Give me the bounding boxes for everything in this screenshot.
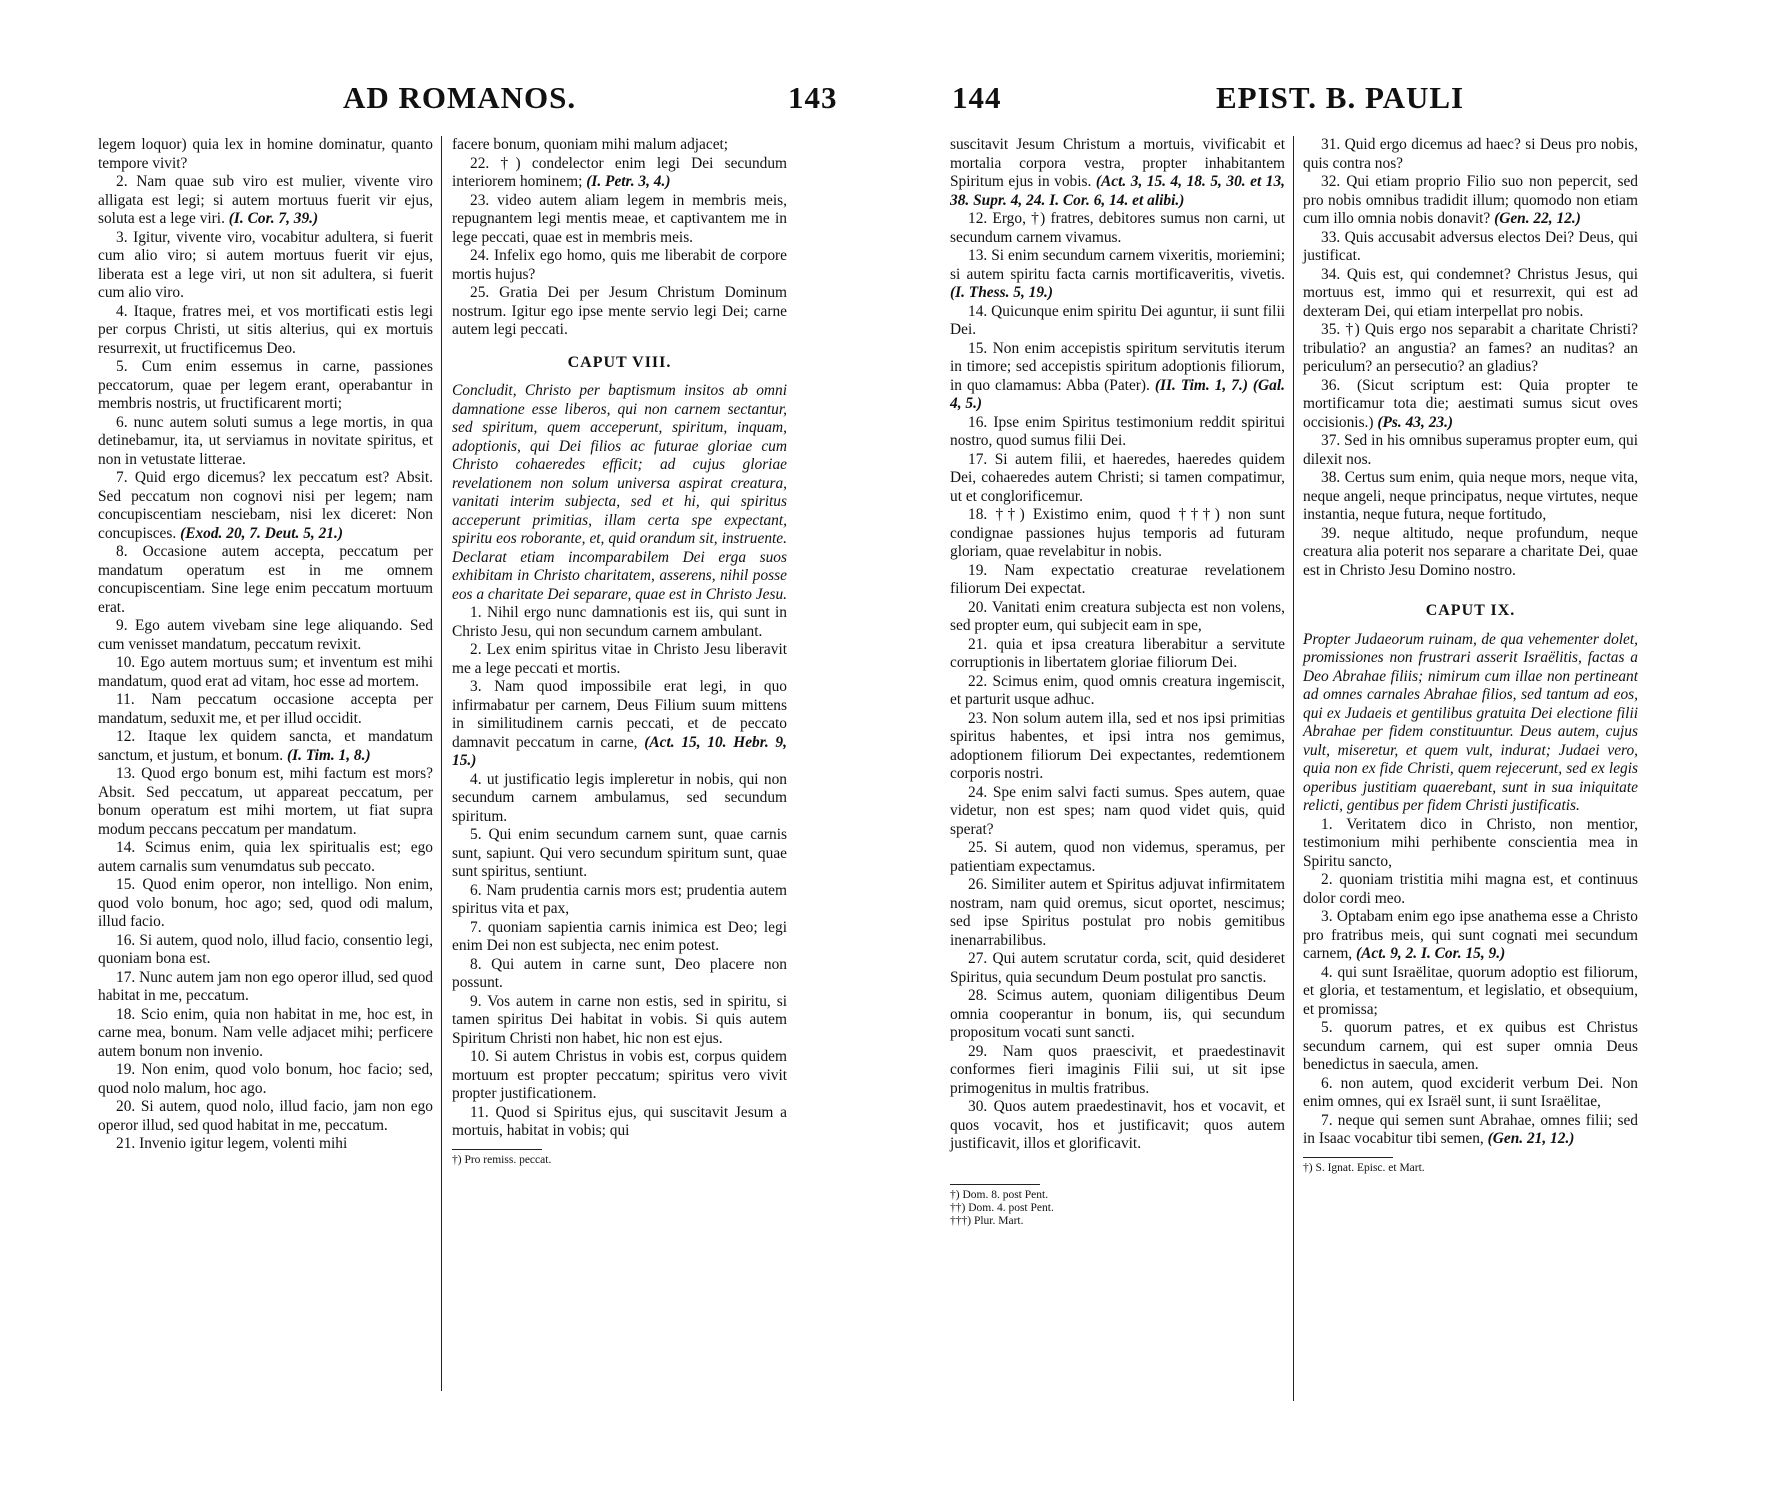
running-header-right: EPIST. B. PAULI — [1216, 80, 1465, 115]
cross-reference: (Exod. 20, 7. Deut. 5, 21.) — [180, 524, 343, 542]
verse: 5. Qui enim secundum carnem sunt, quae carnis sunt, sapiunt. Qui vero secundum spiritum sunt, quae sunt spiritus, sentiunt. — [452, 826, 787, 880]
verse: 32. Qui etiam proprio Filio suo non pepercit, sed pro nobis omnibus tradidit illum; quomodo non etiam cum illo omnia nobis donavit? (Gen. 22, 12.) — [1303, 173, 1638, 227]
verse: 31. Quid ergo dicemus ad haec? si Deus pro nobis, quis contra nos? — [1303, 136, 1638, 172]
left-page-column-2 — [452, 136, 787, 1167]
verse: 4. Itaque, fratres mei, et vos mortificati estis legi per corpus Christi, ut sitis alterius, qui ex mortuis resurrexit, ut fructificemus Deo. — [98, 302, 433, 357]
verse: facere bonum, quoniam mihi malum adjacet; — [452, 136, 729, 153]
verse: 13. Si enim secundum carnem vixeritis, moriemini; si autem spiritu facta carnis mortificaveritis, vivetis. (I. Thess. 5, 19.) — [950, 247, 1285, 301]
verse: 6. nunc autem soluti sumus a lege mortis, in qua detinebamur, ita, ut serviamus in novitate spiritus, et non in vetustate litterae. — [98, 413, 433, 468]
footnote: ††) Dom. 4. post Pent. — [950, 1201, 1054, 1214]
verse: 3. Igitur, vivente viro, vocabitur adultera, si fuerit cum alio viro; si autem mortuus fuerit vir ejus, liberata est a lege viri, ut non sit adultera, si fuerit cum alio viro. — [98, 228, 433, 301]
verse: 24. Infelix ego homo, quis me liberabit de corpore mortis hujus? — [452, 247, 787, 283]
column-divider — [441, 136, 442, 1391]
column-divider — [1293, 136, 1294, 1401]
verse: 7. neque qui semen sunt Abrahae, omnes filii; sed in Isaac vocabitur tibi semen, (Gen. 21, 12.) — [1303, 1111, 1638, 1147]
verse: 2. Lex enim spiritus vitae in Christo Jesu liberavit me a lege peccati et mortis. — [452, 641, 787, 677]
cross-reference: (Ps. 43, 23.) — [1377, 413, 1454, 431]
verse: suscitavit Jesum Christum a mortuis, vivificabit et mortalia corpora vestra, propter inhabitantem Spiritum ejus in vobis. (Act. 3, 15. 4, 18. 5, 30. et 13, 38. Supr. 4, 24. I. Cor. 6, 14. et alibi.) — [950, 136, 1285, 209]
verse: 1. Veritatem dico in Christo, non mentior, testimonium mihi perhibente conscientia mea in Spiritu sancto, — [1303, 815, 1638, 870]
verse: 36. (Sicut scriptum est: Quia propter te mortificamur tota die; aestimati sumus sicut oves occisionis.) (Ps. 43, 23.) — [1303, 376, 1638, 431]
left-page-column-1 — [98, 136, 433, 1154]
verse: 19. Nam expectatio creaturae revelationem filiorum Dei expectat. — [950, 561, 1285, 597]
cross-reference: (Act. 15, 10. Hebr. 9, 15.) — [452, 733, 787, 769]
verse: 29. Nam quos praescivit, et praedestinavit conformes fieri imaginis Filii sui, ut sit ipse primogenitus in multis fratribus. — [950, 1042, 1285, 1097]
verse: 14. Scimus enim, quia lex spiritualis est; ego autem carnalis sum venumdatus sub peccato. — [98, 839, 433, 875]
cross-reference: (Gen. 21, 12.) — [1487, 1130, 1575, 1147]
verse: 21. Invenio igitur legem, volenti mihi — [116, 1135, 348, 1152]
verse: 4. qui sunt Israëlitae, quorum adoptio est filiorum, et gloria, et testamentum, et legislatio, et obsequium, et promissa; — [1303, 963, 1638, 1018]
verse: 30. Quos autem praedestinavit, hos et vocavit, et quos vocavit, hos et justificavit; quos autem justificavit, illos et glorificavit. — [950, 1098, 1285, 1152]
verse: 8. Occasione autem accepta, peccatum per mandatum operatum est in me omnem concupiscentiam. Sine lege enim peccatum mortuum erat. — [98, 543, 433, 616]
footnote-rule — [950, 1184, 1040, 1185]
chapter-summary: Concludit, Christo per baptismum insitos ab omni damnatione esse liberos, qui non carnem sectantur, sed spiritum, quem acceperunt, spiritum, inquam, adoptionis, qui Dei filios ac futurae gloriae cum Christo cohaeredes efficit; ad cujus gloriae revelationem non solum universa aspirat creatura, vanitati interim subjecta, sed et hi, qui spiritus acceperunt primitias, illam certa spe expectant, spiritu eos roborante, et, quid orandum sit, instruente. Declarat etiam incomparabilem Dei erga suos exhibitam in Christo charitatem, asserens, nihil posse eos a charitate Dei separare, quae est in Christo Jesu. — [452, 382, 787, 603]
verse: 18. Scio enim, quia non habitat in me, hoc est, in carne mea, bonum. Nam velle adjacet mihi; perficere autem bonum non invenio. — [98, 1005, 433, 1060]
verse: 37. Sed in his omnibus superamus propter eum, qui dilexit nos. — [1303, 432, 1638, 468]
verse: 19. Non enim, quod volo bonum, hoc facio; sed, quod nolo malum, hoc ago. — [98, 1061, 433, 1097]
verse: 26. Similiter autem et Spiritus adjuvat infirmitatem nostram, nam quid oremus, sicut oportet, nescimus; sed ipse Spiritus postulat pro nobis gemitibus inenarrabilibus. — [950, 876, 1285, 949]
verse: 23. video autem aliam legem in membris meis, repugnantem legi mentis meae, et captivantem me in lege peccati, quae est in membris meis. — [452, 191, 787, 246]
verse: 6. non autem, quod exciderit verbum Dei. Non enim omnes, qui ex Israël sunt, ii sunt Israëlitae, — [1303, 1074, 1638, 1110]
verse: 3. Nam quod impossibile erat legi, in quo infirmabatur per carnem, Deus Filium suum mittens in similitudinem carnis peccati, et de peccato damnavit peccatum in carne, (Act. 15, 10. Hebr. 9, 15.) — [452, 678, 787, 769]
footnote-rule — [1303, 1157, 1393, 1158]
verse: 21. quia et ipsa creatura liberabitur a servitute corruptionis in libertatem gloriae filiorum Dei. — [950, 635, 1285, 671]
cross-reference: (I. Thess. 5, 19.) — [950, 284, 1054, 301]
chapter-summary: Propter Judaeorum ruinam, de qua vehementer dolet, promissiones non frustrari asserit Israëlitis, factas a Deo Abrahae filiis; nimirum cum illae non pertineant ad omnes carnales Abrahae filios, sed tantum ad eos, qui ex Judaeis et gentilibus gratuita Dei electione filii Abrahae per fidem constituuntur. Deus autem, cujus vult, miseretur, et quem vult, indurat; Judaei vero, quia non ex fide Christi, quem rejecerunt, sed ex legis operibus justitiam quaerebant, sunt in sua iniquitate relicti, gentibus per fidem Christi justificatis. — [1303, 630, 1638, 814]
verse: 15. Quod enim operor, non intelligo. Non enim, quod volo bonum, hoc ago; sed, quod odi malum, illud facio. — [98, 876, 433, 930]
verse: 10. Si autem Christus in vobis est, corpus quidem mortuum est propter peccatum; spiritus vero vivit propter justificationem. — [452, 1048, 787, 1102]
verse: 11. Nam peccatum occasione accepta per mandatum, seduxit me, et per illud occidit. — [98, 691, 433, 727]
verse: 17. Si autem filii, et haeredes, haeredes quidem Dei, cohaeredes autem Christi; si tamen compatimur, ut et conglorificemur. — [950, 450, 1285, 505]
right-page — [890, 0, 1780, 1500]
page-number-left: 143 — [788, 80, 838, 115]
cross-reference: (I. Cor. 7, 39.) — [228, 210, 319, 227]
footnote: †) Pro remiss. peccat. — [452, 1153, 552, 1166]
verse: 9. Ego autem vivebam sine lege aliquando. Sed cum venisset mandatum, peccatum revixit. — [98, 617, 433, 653]
verse: 1. Nihil ergo nunc damnationis est iis, qui sunt in Christo Jesu, qui non secundum carnem ambulant. — [452, 604, 787, 640]
verse: 22. Scimus enim, quod omnis creatura ingemiscit, et parturit usque adhuc. — [950, 672, 1285, 708]
verse: 24. Spe enim salvi facti sumus. Spes autem, quae videtur, non est spes; nam quod videt quis, quid sperat? — [950, 783, 1285, 838]
verse: 28. Scimus autem, quoniam diligentibus Deum omnia cooperantur in bonum, iis, qui secundum propositum vocati sunt sancti. — [950, 987, 1285, 1041]
verse: 2. quoniam tristitia mihi magna est, et continuus dolor cordi meo. — [1303, 871, 1638, 907]
verse: 5. quorum patres, et ex quibus est Christus secundum carnem, qui est super omnia Deus benedictus in saecula, amen. — [1303, 1019, 1638, 1073]
cross-reference: (Gen. 22, 12.) — [1494, 210, 1581, 227]
verse: 27. Qui autem scrutatur corda, scit, quid desideret Spiritus, quia secundum Deum postulat pro sanctis. — [950, 950, 1285, 986]
verse: 25. Si autem, quod non videmus, speramus, per patientiam expectamus. — [950, 839, 1285, 875]
verse: 9. Vos autem in carne non estis, sed in spiritu, si tamen spiritus Dei habitat in vobis. Si quis autem Spiritum Christi non habet, hic non est ejus. — [452, 992, 787, 1047]
footnote: †) S. Ignat. Episc. et Mart. — [1303, 1161, 1425, 1174]
verse: 11. Quod si Spiritus ejus, qui suscitavit Jesum a mortuis, habitat in vobis; qui — [452, 1103, 787, 1139]
cross-reference: (I. Petr. 3, 4.) — [586, 173, 671, 190]
verse: 12. Ergo, †) fratres, debitores sumus non carni, ut secundum carnem vivamus. — [950, 210, 1285, 246]
chapter-heading: CAPUT IX. — [1425, 602, 1516, 619]
verse: legem loquor) quia lex in homine dominatur, quanto tempore vivit? — [98, 136, 433, 172]
footnote-rule — [452, 1149, 542, 1150]
right-page-column-1 — [950, 136, 1285, 1228]
verse: 7. quoniam sapientia carnis inimica est Deo; legi enim Dei non est subjecta, nec enim potest. — [452, 918, 787, 954]
verse: 6. Nam prudentia carnis mors est; prudentia autem spiritus vita et pax, — [452, 881, 787, 917]
right-page-column-2 — [1303, 136, 1638, 1175]
verse: 23. Non solum autem illa, sed et nos ipsi primitias spiritus habentes, et ipsi intra nos gemimus, adoptionem filiorum Dei expectantes, redemtionem corporis nostri. — [950, 709, 1285, 782]
verse: 7. Quid ergo dicemus? lex peccatum est? Absit. Sed peccatum non cognovi nisi per legem; nam concupiscentiam nesciebam, nisi lex diceret: Non concupisces. (Exod. 20, 7. Deut. 5, 21.) — [98, 469, 433, 542]
verse: 5. Cum enim essemus in carne, passiones peccatorum, quae per legem erant, operabantur in membris nostris, ut fructificarent morti; — [98, 358, 433, 412]
cross-reference: (Act. 9, 2. I. Cor. 15, 9.) — [1356, 945, 1506, 962]
cross-reference: (II. Tim. 1, 7.) (Gal. 4, 5.) — [950, 376, 1285, 412]
verse: 20. Vanitati enim creatura subjecta est non volens, sed propter eum, qui subjecit eam in spe, — [950, 598, 1285, 634]
verse: 20. Si autem, quod nolo, illud facio, jam non ego operor illud, sed quod habitat in me, peccatum. — [98, 1098, 433, 1134]
verse: 39. neque altitudo, neque profundum, neque creatura alia poterit nos separare a charitate Dei, quae est in Christo Jesu Domino nostro. — [1303, 524, 1638, 579]
chapter-heading: CAPUT VIII. — [567, 353, 672, 371]
verse: 15. Non enim accepistis spiritum servitutis iterum in timore; sed accepistis spiritum adoptionis filiorum, in quo clamamus: Abba (Pater). (II. Tim. 1, 7.) (Gal. 4, 5.) — [950, 339, 1285, 412]
verse: 18. ††) Existimo enim, quod †††) non sunt condignae passiones hujus temporis ad futuram gloriam, quae revelabitur in nobis. — [950, 506, 1285, 560]
verse: 3. Optabam enim ego ipse anathema esse a Christo pro fratribus meis, qui sunt cognati mei secundum carnem, (Act. 9, 2. I. Cor. 15, 9.) — [1303, 908, 1638, 962]
verse: 17. Nunc autem jam non ego operor illud, sed quod habitat in me, peccatum. — [98, 968, 433, 1004]
verse: 2. Nam quae sub viro est mulier, vivente viro alligata est legi; si autem mortuus fuerit vir ejus, soluta est a lege viri. (I. Cor. 7, 39.) — [98, 173, 433, 227]
verse: 10. Ego autem mortuus sum; et inventum est mihi mandatum, quod erat ad vitam, hoc esse ad mortem. — [98, 654, 433, 690]
verse: 4. ut justificatio legis impleretur in nobis, qui non secundum carnem ambulamus, sed secundum spiritum. — [452, 770, 787, 825]
verse: 14. Quicunque enim spiritu Dei aguntur, ii sunt filii Dei. — [950, 302, 1285, 338]
page-number-right: 144 — [952, 80, 1002, 115]
footnote: †††) Plur. Mart. — [950, 1214, 1024, 1227]
verse: 16. Si autem, quod nolo, illud facio, consentio legi, quoniam bona est. — [98, 931, 433, 967]
footnote: †) Dom. 8. post Pent. — [950, 1188, 1049, 1201]
verse: 35. †) Quis ergo nos separabit a charitate Christi? tribulatio? an angustia? an fames? an nuditas? an periculum? an persecutio? an gladius? — [1303, 321, 1638, 375]
running-header-left: AD ROMANOS. — [343, 80, 577, 115]
verse: 8. Qui autem in carne sunt, Deo placere non possunt. — [452, 955, 787, 991]
cross-reference: (I. Tim. 1, 8.) — [286, 746, 371, 764]
cross-reference: (Act. 3, 15. 4, 18. 5, 30. et 13, 38. Supr. 4, 24. I. Cor. 6, 14. et alibi.) — [950, 173, 1285, 209]
verse: 22. †) condelector enim legi Dei secundum interiorem hominem; (I. Petr. 3, 4.) — [452, 154, 787, 190]
verse: 13. Quod ergo bonum est, mihi factum est mors? Absit. Sed peccatum, ut appareat peccatum, per bonum operatum est mihi mortem, ut fiat supra modum peccans peccatum per mandatum. — [98, 765, 433, 838]
verse: 34. Quis est, qui condemnet? Christus Jesus, qui mortuus est, immo qui et resurrexit, qui est ad dexteram Dei, qui etiam interpellat pro nobis. — [1303, 265, 1638, 320]
verse: 38. Certus sum enim, quia neque mors, neque vita, neque angeli, neque principatus, neque virtutes, neque instantia, neque futura, neque fortitudo, — [1303, 469, 1638, 523]
verse: 16. Ipse enim Spiritus testimonium reddit spiritui nostro, quod sumus filii Dei. — [950, 413, 1285, 449]
verse: 25. Gratia Dei per Jesum Christum Dominum nostrum. Igitur ego ipse mente servio legi Dei; carne autem legi peccati. — [452, 284, 787, 338]
verse: 33. Quis accusabit adversus electos Dei? Deus, qui justificat. — [1303, 228, 1638, 264]
verse: 12. Itaque lex quidem sancta, et mandatum sanctum, et justum, et bonum. (I. Tim. 1, 8.) — [98, 728, 433, 764]
